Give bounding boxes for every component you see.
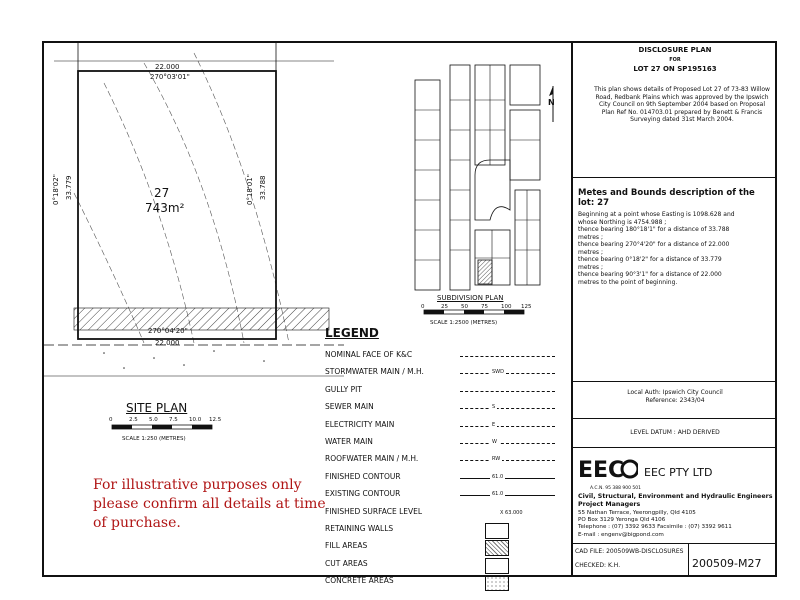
disclaimer (93, 476, 343, 533)
company-email: E-mail : engenv@bigpond.com (578, 532, 664, 538)
scale-tick-label: 5.0 (149, 417, 158, 423)
metes-title: Metes and Bounds description of the lot: 27 (578, 188, 755, 208)
legend-label: RETAINING WALLS (325, 524, 394, 533)
company-name: EEC PTY LTD (644, 466, 713, 479)
legend-item (325, 348, 555, 365)
disclaimer-line: For illustrative purposes only (93, 477, 302, 493)
legend-item (325, 383, 555, 400)
legend-symbol (485, 558, 509, 574)
site-plan-title: SITE PLAN (126, 401, 188, 415)
legend-item (325, 365, 555, 382)
scale-tick-label: 0 (421, 304, 425, 310)
scale-tick-label: 10.0 (189, 417, 202, 423)
legend-code: RW (492, 456, 501, 463)
metes-line: metres ; (578, 233, 603, 241)
metes-line: thence bearing 180°18'1" for a distance of 33.788 (578, 226, 730, 233)
site-scale-ticks (108, 417, 228, 425)
company-acn: A.C.N. 95 388 900 501 (590, 486, 642, 491)
legend-symbol (460, 391, 555, 392)
company-address1: 55 Nathan Terrace, Yeerongpilly, Qld 4105 (578, 510, 696, 516)
legend-label: ELECTRICITY MAIN (325, 419, 395, 429)
scale-tick-label: 0 (109, 417, 113, 423)
metes-line: thence bearing 90°3'1" for a distance of 22.000 (578, 271, 722, 278)
legend-code: 61.0 (492, 473, 504, 480)
legend-symbol (460, 421, 555, 428)
legend-symbol (460, 491, 555, 498)
legend-label: ROOFWATER MAIN / M.H. (325, 454, 419, 464)
legend-symbol (485, 575, 509, 591)
company-address2: PO Box 3129 Yeronga Qld 4106 (578, 517, 666, 523)
legend-item (325, 418, 555, 435)
legend-label: STORMWATER MAIN / M.H. (325, 367, 424, 377)
legend-code: SWD (492, 369, 504, 376)
legend-label: FINISHED CONTOUR (325, 471, 401, 481)
site-top-bearing: 270°03'01" (150, 73, 190, 81)
metes-text (578, 211, 773, 286)
title-block-line (571, 447, 777, 448)
level-datum: LEVEL DATUM : AHD DERIVED (630, 429, 720, 436)
scale-tick-label: 125 (521, 304, 532, 310)
legend-label: FINISHED SURFACE LEVEL (325, 506, 423, 516)
site-plan-drawing (44, 43, 344, 383)
legend-symbol (485, 540, 509, 556)
company-logo (578, 455, 638, 485)
site-left-bearing: 0°18'02" (52, 174, 60, 205)
legend-code: 61.0 (492, 491, 504, 498)
legend-label: WATER MAIN (325, 437, 373, 446)
legend-item (325, 539, 555, 556)
title-block-line (571, 543, 777, 544)
metes-line: Beginning at a point whose Easting is 1098.628 and (578, 211, 735, 218)
scale-tick-label: 50 (461, 304, 468, 310)
subdivision-title: SUBDIVISION PLAN (437, 294, 504, 302)
legend-code: W (492, 439, 497, 445)
legend-label: SEWER MAIN (325, 402, 374, 412)
metes-line: whose Northing is 4754.988 ; (578, 218, 667, 226)
authority-line2: Reference: 2343/04 (645, 397, 705, 404)
legend-symbol (485, 523, 509, 539)
legend-label: CUT AREAS (325, 558, 368, 568)
legend-label: NOMINAL FACE OF K&C (325, 350, 413, 359)
legend-code: X 63.000 (500, 509, 523, 516)
disclosure-title: DISCLOSURE PLAN (638, 46, 712, 54)
legend-symbol (460, 439, 555, 445)
legend-label: GULLY PIT (325, 384, 362, 394)
subdivision-map (410, 60, 560, 295)
legend-item (325, 487, 555, 504)
lot-area: 743m² (145, 201, 185, 215)
subdivision-scale-label: SCALE 1:2500 (METRES) (430, 320, 498, 326)
disclosure-for: FOR (669, 57, 681, 63)
legend-item (325, 505, 555, 522)
legend-code: S (492, 404, 496, 411)
scale-tick-label: 2.5 (129, 417, 138, 423)
disclosure-description: This plan shows details of Proposed Lot 27 of 73-83 Willow Road, Redbank Plains which was approved by the Ipswich City Council on 9th September 2004 based on Proposal Plan Ref No. 014703.01 prepared by Benett & Francis Surveying dated 31st March 2004. (594, 86, 770, 123)
site-bottom-bearing: 270°04'20" (148, 327, 188, 335)
legend-label: CONCRETE AREAS (325, 576, 394, 586)
legend-item (325, 522, 555, 539)
checked-by: CHECKED: K.H. (575, 562, 621, 569)
legend-symbol (460, 456, 555, 463)
legend-item (325, 435, 555, 452)
legend-symbol (460, 369, 555, 376)
authority-line1: Local Auth: Ipswich City Council (627, 389, 723, 396)
site-left-dim: 33.779 (65, 175, 73, 200)
metes-line: metres to the point of beginning. (578, 278, 678, 286)
title-block-line (571, 381, 777, 382)
subdivision-scale-ticks (420, 304, 530, 312)
legend-code: E (492, 421, 496, 428)
legend-item (325, 452, 555, 469)
legend-item (325, 574, 555, 591)
site-top-dim: 22.000 (155, 63, 180, 71)
highlighted-lot (478, 260, 492, 284)
title-block-line (571, 177, 777, 178)
metes-line: metres ; (578, 248, 603, 256)
site-bottom-dim: 22.000 (155, 339, 180, 347)
disclaimer-line: of purchase. (93, 515, 181, 531)
scale-tick-label: 25 (441, 304, 448, 310)
disclosure-lot: LOT 27 ON SP195163 (633, 65, 717, 73)
legend-symbol (460, 404, 555, 411)
lot-number: 27 (154, 186, 170, 200)
legend-symbol (460, 473, 555, 480)
legend-title: LEGEND (325, 326, 379, 340)
company-desc2: Project Managers (578, 501, 641, 508)
north-label: N (548, 98, 555, 107)
eec-logo-icon (578, 455, 638, 485)
title-block-line (688, 543, 689, 577)
legend-symbol (460, 356, 555, 357)
scale-tick-label: 7.5 (169, 417, 178, 423)
drawing-number: 200509-M27 (692, 557, 762, 570)
metes-line: thence bearing 270°4'20" for a distance of 22.000 (578, 241, 730, 248)
legend-label: FILL AREAS (325, 541, 368, 551)
scale-tick-label: 100 (501, 304, 512, 310)
company-telephone: Telephone : (07) 3392 9633 Facsimile : (07) 3392 9611 (578, 524, 732, 530)
title-block-line (571, 418, 777, 419)
metes-line: thence bearing 0°18'2" for a distance of 33.779 (578, 256, 722, 263)
site-scale-label: SCALE 1:250 (METRES) (122, 436, 186, 442)
cad-file: CAD FILE: 200509WB-DISCLOSURES (575, 548, 684, 555)
disclaimer-line: please confirm all details at time (93, 496, 326, 512)
site-right-bearing: 0°18'01" (246, 174, 254, 205)
scale-tick-label: 75 (481, 304, 488, 310)
company-desc1: Civil, Structural, Environment and Hydraulic Engineers (578, 493, 773, 500)
title-block-divider (571, 41, 573, 577)
legend-item (325, 557, 555, 574)
scale-tick-label: 12.5 (209, 417, 222, 423)
site-right-dim: 33.788 (259, 175, 267, 200)
metes-line: metres ; (578, 263, 603, 271)
legend-label: EXISTING CONTOUR (325, 489, 401, 499)
svg-text:EEC: EEC (578, 458, 625, 483)
legend-item (325, 470, 555, 487)
legend-item (325, 400, 555, 417)
